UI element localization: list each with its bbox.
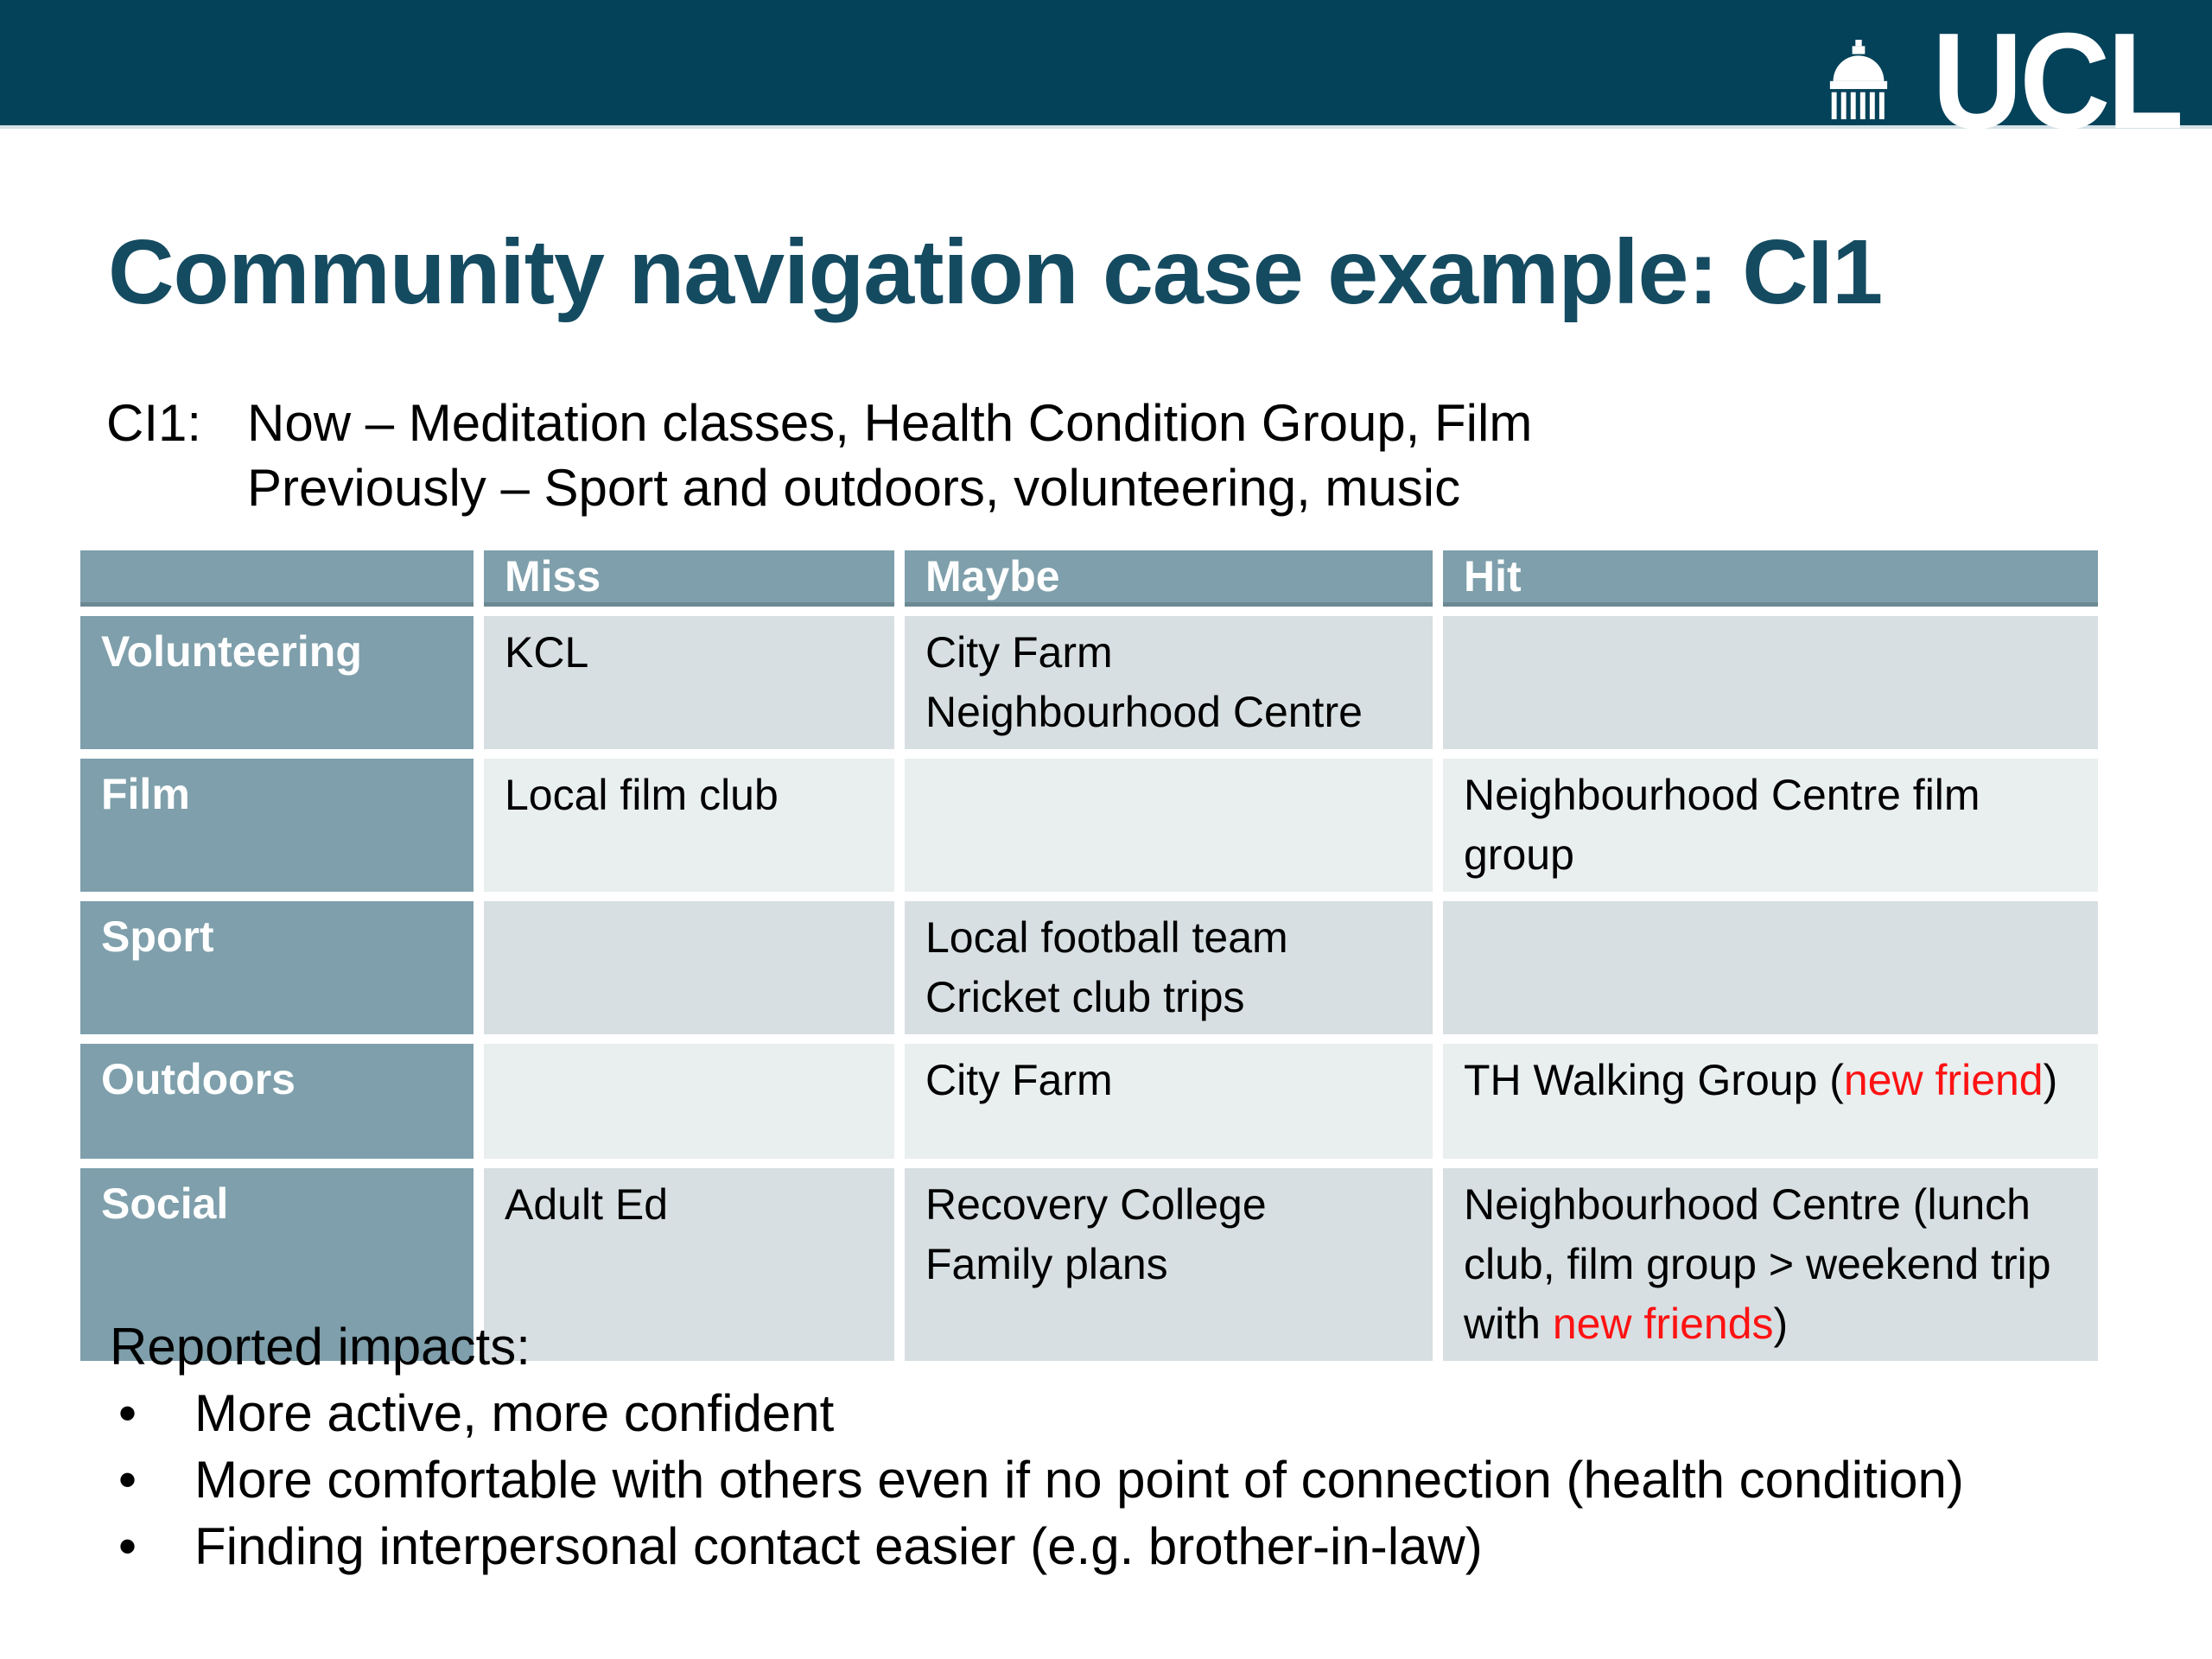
plain-text: Local football team: [925, 913, 1288, 962]
cell-text: [1464, 766, 2077, 885]
impact-item: [110, 1513, 2123, 1580]
impact-item: [110, 1446, 2123, 1513]
impact-text: More comfortable with others even if no point of connection (health condition): [194, 1451, 1964, 1510]
cell-text: [925, 1235, 1412, 1294]
cell-text: [925, 1051, 1412, 1110]
plain-text: Neighbourhood Centre film group: [1464, 771, 1980, 879]
row-label: Outdoors: [80, 1044, 474, 1159]
row-label: Volunteering: [80, 616, 474, 749]
case-summary-now-line: Now – Meditation classes, Health Condition Group, Film: [247, 394, 1533, 452]
table-header-row: [80, 550, 2098, 607]
highlight-text: new friends: [1552, 1300, 1774, 1348]
plain-text: TH Walking Group (: [1464, 1056, 1844, 1104]
table-row: [80, 1044, 2098, 1159]
bullet-icon: •: [118, 1384, 137, 1443]
cell-maybe: [905, 901, 1433, 1034]
case-summary: [106, 391, 1532, 520]
cell-miss: [484, 759, 894, 892]
table-row: [80, 901, 2098, 1034]
plain-text: Neighbourhood Centre: [925, 688, 1363, 736]
cell-maybe: [905, 1044, 1433, 1159]
plain-text: Recovery College: [925, 1180, 1267, 1229]
column-header-hit: Hit: [1443, 550, 2098, 607]
bullet-icon: •: [118, 1517, 137, 1576]
cell-text: [505, 623, 874, 683]
impact-text: Finding interpersonal contact easier (e.g. brother-in-law): [194, 1517, 1483, 1576]
row-label: Film: [80, 759, 474, 892]
cell-text: [505, 766, 874, 825]
highlight-text: new friend: [1843, 1056, 2044, 1104]
ucl-building-icon: [1821, 40, 1897, 119]
cell-hit: [1443, 901, 2098, 1034]
cell-text: [925, 1175, 1412, 1235]
cell-miss: [484, 901, 894, 1034]
plain-text: Cricket club trips: [925, 973, 1245, 1021]
cell-maybe: [905, 759, 1433, 892]
case-summary-previously-line: Previously – Sport and outdoors, volunteering, music: [247, 459, 1461, 517]
row-label: Sport: [80, 901, 474, 1034]
plain-text: ): [2043, 1056, 2058, 1104]
cell-text: [1464, 1051, 2077, 1110]
case-id-label: CI1:: [106, 394, 202, 452]
plain-text: KCL: [505, 628, 589, 677]
impacts-heading: Reported impacts:: [110, 1318, 531, 1376]
header-band: [0, 0, 2212, 157]
table-body: [80, 616, 2098, 1361]
corner-cell: [80, 550, 474, 607]
table-row: [80, 616, 2098, 749]
cell-hit: [1443, 759, 2098, 892]
slide-title: Community navigation case example: CI1: [108, 221, 1883, 323]
plain-text: City Farm: [925, 1056, 1113, 1104]
cell-text: [505, 1175, 874, 1235]
cell-miss: [484, 616, 894, 749]
plain-text: Adult Ed: [505, 1180, 669, 1229]
row-label: Social: [80, 1168, 474, 1361]
cell-text: [925, 623, 1412, 683]
cell-text: [925, 908, 1412, 968]
plain-text: Local film club: [505, 771, 779, 819]
impacts-section: [110, 1313, 2123, 1580]
impacts-list: [110, 1380, 2123, 1580]
plain-text: Family plans: [925, 1240, 1168, 1288]
plain-text: Neighbourhood Centre (lunch club, film group > weekend trip with: [1464, 1180, 2051, 1348]
ucl-logo-text: UCL: [1932, 5, 2181, 157]
impact-text: More active, more confident: [194, 1384, 835, 1443]
column-header-miss: Miss: [484, 550, 894, 607]
case-summary-lines: [247, 391, 1532, 520]
impact-item: [110, 1380, 2123, 1446]
cell-maybe: [905, 616, 1433, 749]
cell-hit: [1443, 616, 2098, 749]
column-header-maybe: Maybe: [905, 550, 1433, 607]
plain-text: ): [1773, 1300, 1789, 1348]
cell-text: [925, 968, 1412, 1027]
plain-text: City Farm: [925, 628, 1113, 677]
cell-hit: [1443, 1044, 2098, 1159]
ucl-logo: [1821, 5, 2181, 157]
community-navigation-table: [70, 541, 2108, 1370]
bullet-icon: •: [118, 1451, 137, 1510]
table-row: [80, 759, 2098, 892]
cell-text: [925, 683, 1412, 742]
cell-miss: [484, 1044, 894, 1159]
